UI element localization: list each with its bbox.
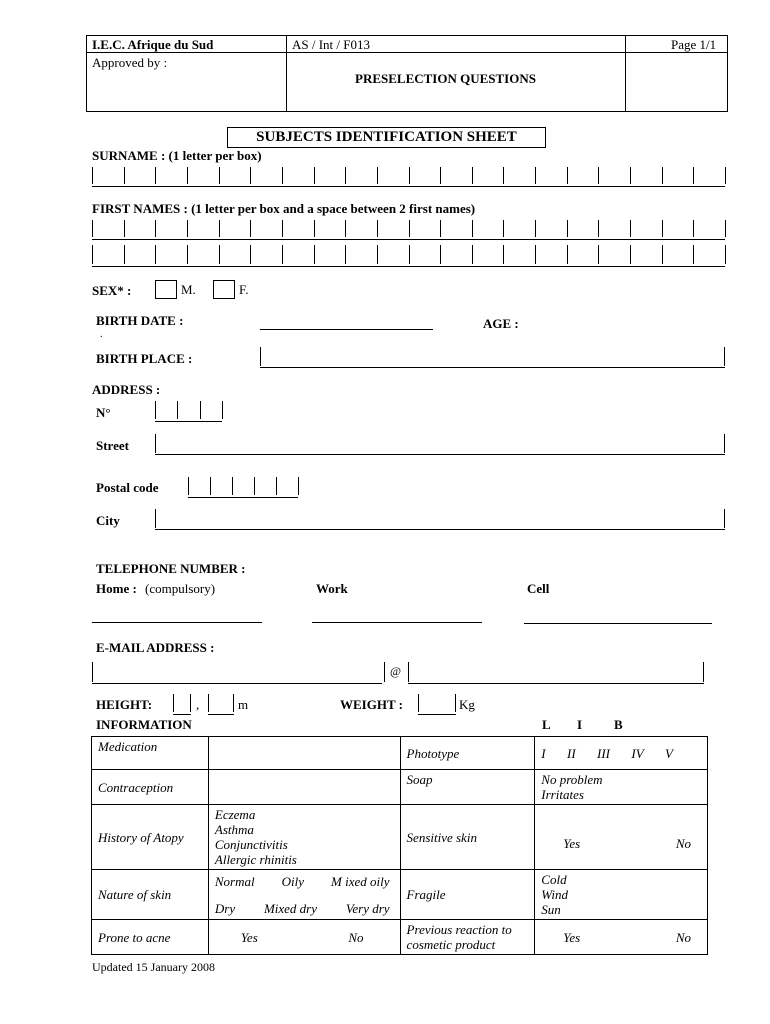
nature-option[interactable]: Dry — [214, 900, 236, 916]
letter-box-divider — [535, 245, 536, 264]
letter-box-divider — [314, 167, 315, 184]
height-label: HEIGHT: — [96, 697, 153, 712]
address-city-label: City — [96, 513, 120, 528]
weight-label: WEIGHT : — [340, 697, 403, 712]
letter-box-divider — [662, 167, 663, 184]
header-org: I.E.C. Afrique du Sud — [92, 37, 214, 52]
email-tick-mid — [384, 662, 385, 682]
nature-skin-label: Nature of skin — [92, 870, 209, 920]
letter-box-divider — [440, 220, 441, 237]
letter-box-divider — [567, 220, 568, 237]
telephone-home-note: (compulsory) — [145, 581, 216, 596]
address-number-label: N° — [96, 405, 111, 420]
lib-l: L — [542, 717, 551, 732]
table-row — [92, 805, 708, 870]
height-tick-3 — [208, 694, 209, 712]
letter-box-divider — [188, 477, 189, 495]
street-field[interactable] — [155, 454, 725, 455]
birth-place-field[interactable] — [260, 367, 725, 368]
surname-label: SURNAME : (1 letter per box) — [92, 148, 262, 163]
letter-box-divider — [232, 477, 233, 495]
nature-option[interactable]: Mixed dry — [263, 900, 318, 916]
contraception-label: Contraception — [92, 770, 209, 805]
address-street-label: Street — [96, 438, 129, 453]
letter-box-divider — [210, 477, 211, 495]
email-tick-left — [92, 662, 93, 682]
cell-phone-field[interactable] — [524, 623, 712, 624]
letter-box-baseline — [92, 239, 725, 240]
sensitive-yes[interactable]: Yes — [563, 835, 581, 851]
letter-box-divider — [250, 245, 251, 264]
height-meter-field[interactable] — [173, 714, 191, 715]
height-unit: m — [238, 697, 249, 712]
email-domain-field[interactable] — [408, 683, 704, 684]
sex-f-checkbox[interactable] — [213, 280, 235, 299]
letter-box-divider — [177, 401, 178, 419]
letter-box-divider — [662, 220, 663, 237]
footer-updated: Updated 15 January 2008 — [92, 960, 215, 974]
nature-skin-options[interactable] — [208, 870, 400, 920]
telephone-home-label: Home : — [96, 581, 137, 596]
street-tick-right — [724, 434, 725, 453]
previous-reaction-label: Previous reaction to cosmetic product — [400, 920, 535, 955]
telephone-work-label: Work — [316, 581, 348, 596]
soap-options[interactable] — [535, 770, 708, 805]
nature-option[interactable]: M ixed oily — [331, 873, 390, 889]
letter-box-divider — [535, 167, 536, 184]
letter-box-divider — [567, 245, 568, 264]
stray-dot: . — [100, 329, 103, 340]
phototype-label: Phototype — [400, 737, 535, 770]
address-label: ADDRESS : — [92, 382, 161, 397]
letter-box-divider — [155, 220, 156, 237]
letter-box-divider — [219, 167, 220, 184]
medication-label: Medication — [92, 737, 209, 770]
medication-field[interactable] — [208, 737, 400, 770]
letter-box-divider — [725, 220, 726, 237]
letter-box-divider — [567, 167, 568, 184]
letter-box-divider — [630, 167, 631, 184]
letter-box-divider — [377, 220, 378, 237]
previous-no[interactable]: No — [675, 929, 691, 945]
letter-box-divider — [187, 167, 188, 184]
email-label: E-MAIL ADDRESS : — [96, 640, 215, 655]
letter-box-divider — [282, 245, 283, 264]
letter-box-divider — [345, 220, 346, 237]
atopy-options[interactable] — [208, 805, 400, 870]
weight-tick-1 — [418, 694, 419, 712]
acne-label: Prone to acne — [92, 920, 209, 955]
letter-box-divider — [345, 245, 346, 264]
email-local-field[interactable] — [92, 683, 382, 684]
letter-box-divider — [503, 167, 504, 184]
letter-box-divider — [187, 245, 188, 264]
letter-box-divider — [472, 167, 473, 184]
birth-place-tick-left — [260, 347, 261, 366]
information-label: INFORMATION — [96, 717, 192, 732]
letter-box-divider — [298, 477, 299, 495]
sensitive-skin-label: Sensitive skin — [400, 805, 535, 870]
letter-box-divider — [276, 477, 277, 495]
letter-box-divider — [282, 167, 283, 184]
street-tick-left — [155, 434, 156, 453]
letter-box-divider — [409, 220, 410, 237]
letter-box-baseline — [92, 186, 725, 187]
sensitive-no[interactable]: No — [675, 835, 691, 851]
letter-box-divider — [630, 245, 631, 264]
lib-b: B — [614, 717, 623, 732]
letter-box-divider — [124, 245, 125, 264]
letter-box-divider — [345, 167, 346, 184]
birth-date-field[interactable] — [260, 329, 433, 330]
home-phone-field[interactable] — [92, 622, 262, 623]
sheet-title: SUBJECTS IDENTIFICATION SHEET — [227, 127, 546, 148]
fragile-option[interactable]: Cold — [541, 872, 567, 887]
age-label: AGE : — [483, 316, 519, 331]
height-tick-4 — [233, 694, 234, 712]
phototype-options[interactable] — [535, 737, 708, 770]
letter-box-baseline — [188, 497, 298, 498]
letter-box-divider — [250, 220, 251, 237]
phototype-option[interactable]: II — [566, 745, 576, 761]
letter-box-divider — [187, 220, 188, 237]
sex-f-label: F. — [239, 282, 249, 297]
city-tick-left — [155, 509, 156, 528]
letter-box-divider — [440, 245, 441, 264]
nature-option[interactable]: Normal — [214, 873, 255, 889]
nature-option[interactable]: Very dry — [345, 900, 390, 916]
phototype-option[interactable]: I — [541, 745, 546, 761]
header-ref: AS / Int / F013 — [292, 37, 371, 52]
letter-box-divider — [254, 477, 255, 495]
city-tick-right — [724, 509, 725, 528]
letter-box-divider — [250, 167, 251, 184]
phototype-option[interactable]: IV — [631, 745, 644, 761]
contraception-field[interactable] — [208, 770, 400, 805]
acne-yes[interactable]: Yes — [240, 929, 258, 945]
letter-box-divider — [92, 245, 93, 264]
letter-box-divider — [409, 245, 410, 264]
lib-i: I — [577, 717, 583, 732]
birth-place-label: BIRTH PLACE : — [96, 351, 193, 366]
atopy-option[interactable]: Conjunctivitis — [214, 837, 288, 852]
height-tick-1 — [173, 694, 174, 712]
header-title: PRESELECTION QUESTIONS — [355, 71, 536, 86]
work-phone-field[interactable] — [312, 622, 482, 623]
letter-box-divider — [314, 220, 315, 237]
letter-box-baseline — [155, 421, 222, 422]
letter-box-divider — [200, 401, 201, 419]
letter-box-divider — [155, 401, 156, 419]
letter-box-divider — [155, 245, 156, 264]
letter-box-divider — [693, 220, 694, 237]
acne-no[interactable]: No — [348, 929, 364, 945]
fragile-label: Fragile — [400, 870, 535, 920]
email-tick-mid2 — [408, 662, 409, 682]
table-row — [92, 870, 708, 920]
letter-box-divider — [314, 245, 315, 264]
letter-box-divider — [472, 245, 473, 264]
sensitive-skin-options[interactable] — [535, 805, 708, 870]
height-comma: , — [196, 697, 200, 712]
letter-box-divider — [630, 220, 631, 237]
sex-m-checkbox[interactable] — [155, 280, 177, 299]
weight-unit: Kg — [459, 697, 475, 712]
soap-label: Soap — [400, 770, 535, 805]
height-tick-2 — [190, 694, 191, 712]
fragile-options[interactable] — [535, 870, 708, 920]
birth-place-tick-right — [724, 347, 725, 366]
first-names-label: FIRST NAMES : (1 letter per box and a space between 2 first names) — [92, 201, 476, 216]
letter-box-divider — [282, 220, 283, 237]
letter-box-divider — [503, 220, 504, 237]
information-table — [91, 736, 708, 955]
telephone-label: TELEPHONE NUMBER : — [96, 561, 246, 576]
soap-option[interactable]: Irritates — [541, 787, 584, 802]
weight-field[interactable] — [418, 714, 456, 715]
letter-box-divider — [377, 245, 378, 264]
letter-box-divider — [155, 167, 156, 184]
letter-box-divider — [222, 401, 223, 419]
letter-box-baseline — [92, 266, 725, 267]
letter-box-divider — [598, 167, 599, 184]
letter-box-divider — [693, 167, 694, 184]
height-cm-field[interactable] — [208, 714, 234, 715]
letter-box-divider — [92, 167, 93, 184]
weight-tick-2 — [455, 694, 456, 712]
letter-box-divider — [377, 167, 378, 184]
soap-option[interactable]: No problem — [541, 772, 603, 787]
letter-box-divider — [693, 245, 694, 264]
letter-box-divider — [503, 245, 504, 264]
letter-box-divider — [535, 220, 536, 237]
letter-box-divider — [725, 245, 726, 264]
birth-date-label: BIRTH DATE : — [96, 313, 184, 328]
letter-box-divider — [409, 167, 410, 184]
telephone-cell-label: Cell — [527, 581, 550, 596]
acne-options[interactable] — [208, 920, 400, 955]
atopy-option[interactable]: Eczema — [214, 807, 256, 822]
phototype-option[interactable]: III — [597, 745, 611, 761]
table-row — [92, 770, 708, 805]
letter-box-divider — [598, 245, 599, 264]
previous-yes[interactable]: Yes — [563, 929, 581, 945]
header-page: Page 1/1 — [671, 37, 717, 52]
letter-box-divider — [662, 245, 663, 264]
sex-m-label: M. — [181, 282, 196, 297]
nature-option[interactable]: Oily — [281, 873, 305, 889]
header-approved: Approved by : — [92, 55, 168, 70]
table-row — [92, 737, 708, 770]
letter-box-divider — [440, 167, 441, 184]
letter-box-divider — [92, 220, 93, 237]
letter-box-divider — [124, 167, 125, 184]
email-tick-right — [703, 662, 704, 682]
sex-label: SEX* : — [92, 283, 132, 298]
email-at-sign: @ — [390, 664, 402, 678]
letter-box-divider — [472, 220, 473, 237]
previous-reaction-options[interactable] — [535, 920, 708, 955]
letter-box-divider — [725, 167, 726, 184]
letter-box-divider — [219, 245, 220, 264]
table-row — [92, 920, 708, 955]
phototype-option[interactable]: V — [665, 745, 673, 761]
header-table — [86, 35, 728, 112]
letter-box-divider — [598, 220, 599, 237]
fragile-option[interactable]: Sun — [541, 902, 561, 917]
fragile-option[interactable]: Wind — [541, 887, 569, 902]
letter-box-divider — [124, 220, 125, 237]
letter-box-divider — [219, 220, 220, 237]
address-postal-label: Postal code — [96, 480, 159, 495]
atopy-label: History of Atopy — [92, 805, 209, 870]
atopy-option[interactable]: Asthma — [214, 822, 254, 837]
atopy-option[interactable]: Allergic rhinitis — [214, 852, 297, 867]
city-field[interactable] — [155, 529, 725, 530]
